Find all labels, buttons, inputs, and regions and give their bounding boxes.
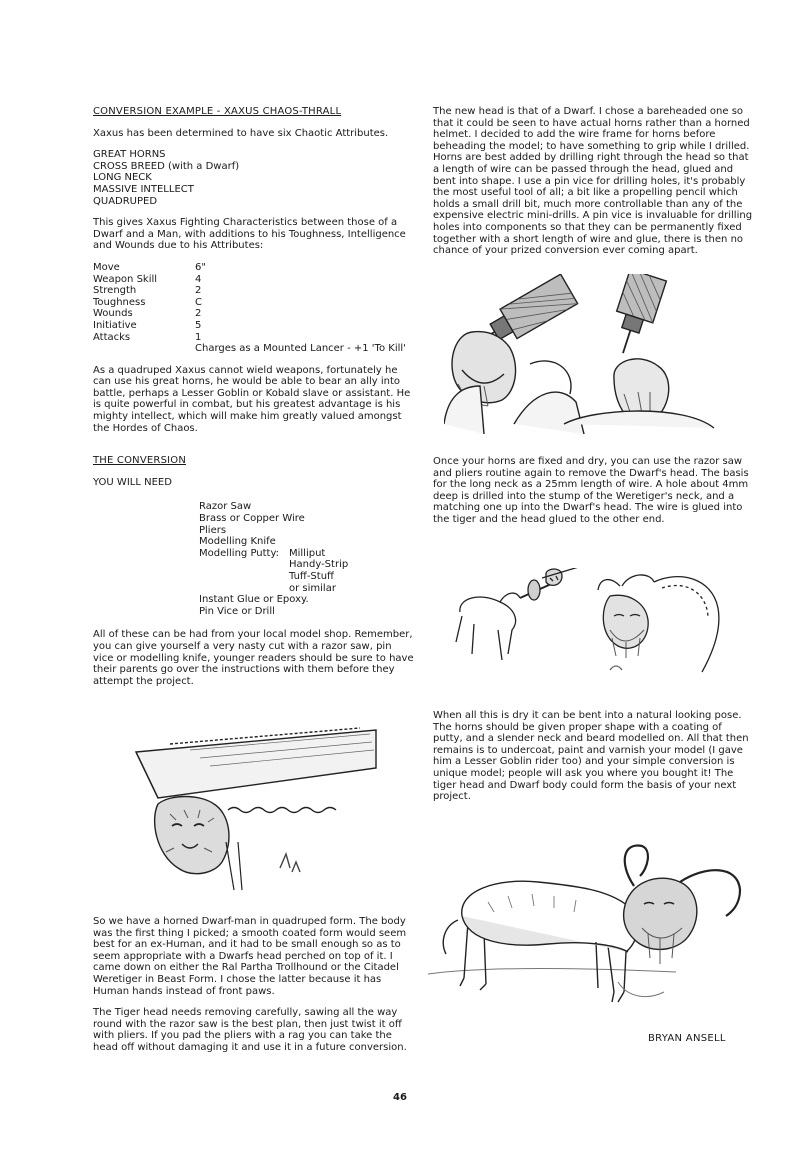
stat-name: Strength (93, 285, 137, 297)
tool-item: Modelling Knife (199, 536, 276, 548)
stat-name: Wounds (93, 308, 133, 320)
attribute-item: QUADRUPED (93, 195, 158, 207)
stat-value: 5 (195, 319, 202, 331)
quadruped-text: As a quadruped Xaxus cannot wield weapons, fortunately he can use his great horns, he would be able to bear an ally into battle, perhaps a Lesser Goblin or Kobald slave or assistant. He is quite powerful in combat, but his greatest advantage is his mighty intellect, which will make him greatly valued amongst the Hordes of Chaos. (93, 364, 411, 434)
stat-value: 1 (195, 331, 202, 343)
attribute-list (93, 149, 415, 207)
charge-note: Charges as a Mounted Lancer - +1 'To Kill' (195, 343, 406, 355)
tiger-head-text: The Tiger head needs removing carefully, sawing all the way round with the razor saw is the best plan, then just twist it off with pliers. If you pad the pliers with a rag you can take the head off without damaging it and use it in a future conversion. (93, 1007, 407, 1053)
right-column-middle (433, 456, 753, 526)
drilling-illustration (444, 274, 716, 434)
stat-row (93, 332, 406, 344)
attribute-item: CROSS BREED (with a Dwarf) (93, 160, 240, 172)
stat-row (93, 262, 406, 274)
stats-table (93, 262, 406, 355)
stat-name: Toughness (93, 296, 146, 308)
putty-option: or similar (289, 582, 336, 594)
stat-name: Initiative (93, 319, 137, 331)
conversion-example-heading: CONVERSION EXAMPLE - XAXUS CHAOS-THRALL (93, 106, 342, 117)
tool-item: Brass or Copper Wire (199, 513, 305, 525)
you-will-need-heading: YOU WILL NEED (93, 476, 172, 488)
stat-row (93, 274, 406, 286)
the-conversion-heading: THE CONVERSION (93, 455, 187, 467)
intro-text: Xaxus has been determined to have six Chaotic Attributes. (93, 127, 389, 139)
stat-row (93, 308, 406, 320)
stat-row (93, 320, 406, 332)
putty-option: Milliput (289, 547, 326, 559)
putty-options (289, 548, 348, 594)
tools-list (199, 501, 415, 617)
saw-tiger-head-illustration (130, 722, 380, 894)
stat-value: 6" (195, 261, 206, 273)
model-shop-text: All of these can be had from your local model shop. Remember, you can give yourself a very nasty cut with a razor saw, pin vice or modelling knife, younger readers should be sure to have their parents go over the instructions with them before they attempt the project. (93, 629, 414, 687)
tool-item: Razor Saw (199, 501, 252, 513)
stat-value: 4 (195, 273, 202, 285)
tool-item: Pin Vice or Drill (199, 605, 275, 617)
stat-name: Attacks (93, 331, 131, 343)
dwarf-head-text: The new head is that of a Dwarf. I chose a bareheaded one so that it could be seen to have actual horns rather than a horned helmet. I decided to add the wire frame for horns before beheading the model; to have something to grip while I drilled. Horns are best added by drilling right through the head so that a length of wire can be passed through the head, glued and bent into shape. I use a pin vice for drilling holes, it's probably the most useful tool of all; a bit like a propelling pencil which holds a small drill bit, much more controllable than any of the expensive electric mini-drills. A pin vice is invaluable for drilling holes into components so that they can be permanently fixed together with a short length of wire and glue, there is then no chance of your prized conversion ever coming apart. (433, 106, 753, 257)
stat-row (93, 297, 406, 309)
putty-option: Handy-Strip (289, 559, 349, 571)
horns-fixed-text: Once your horns are fixed and dry, you can use the razor saw and pliers routine again to remove the Dwarf's head. The basis for the long neck as a 25mm length of wire. A hole about 4mm deep is drilled into the stump of the Weretiger's neck, and a matching one up into the Dwarf's head. The wire is glued into the tiger and the head glued to the other end. (433, 456, 749, 525)
stat-value: 2 (195, 308, 202, 320)
stat-value: 2 (195, 285, 202, 297)
tool-item: Pliers (199, 524, 227, 536)
stat-row (93, 343, 406, 355)
head-neck-assembly-illustration (450, 568, 730, 688)
finished-model-illustration (428, 842, 748, 1022)
body-text: So we have a horned Dwarf-man in quadruped form. The body was the first thing I picked; a smooth coated form would seem best for an ex-Human, and it had to be small enough so as to seem appropriate with a Dwarfs head perched on top of it. I came down on either the Ral Partha Trollhound or the Citadel Weretiger in Beast Form. I chose the latter because it has Human hands instead of front paws. (93, 916, 407, 997)
attribute-item: LONG NECK (93, 172, 152, 184)
tool-item: Instant Glue or Epoxy. (199, 594, 309, 606)
stat-name: Weapon Skill (93, 273, 158, 285)
characteristics-text: This gives Xaxus Fighting Characteristics between those of a Dwarf and a Man, with additions to his Toughness, Intelligence and Wounds due to his Attributes: (93, 217, 406, 252)
page-number: 46 (393, 1092, 407, 1103)
attribute-item: MASSIVE INTELLECT (93, 183, 194, 195)
putty-label: Modelling Putty: (199, 547, 280, 559)
right-column (433, 106, 753, 257)
putty-row (199, 548, 415, 594)
author-signature: BRYAN ANSELL (648, 1033, 726, 1044)
left-column-lower (93, 916, 415, 1054)
stat-name: Move (93, 261, 120, 273)
stat-row (93, 285, 406, 297)
final-pose-text: When all this is dry it can be bent into a natural looking pose. The horns should be given proper shape with a coating of putty, and a slender neck and beard modelled on. All that then remains is to undercoat, paint and varnish your model (I gave him a Lesser Goblin rider too) and your simple conversion is unique model; people will ask you where you bought it! The tiger head and Dwarf body could form the basis of your next project. (433, 710, 749, 803)
left-column (93, 106, 415, 687)
stat-value: C (195, 296, 202, 308)
right-column-lower (433, 710, 753, 803)
attribute-item: GREAT HORNS (93, 149, 166, 161)
putty-option: Tuff-Stuff (289, 571, 334, 582)
